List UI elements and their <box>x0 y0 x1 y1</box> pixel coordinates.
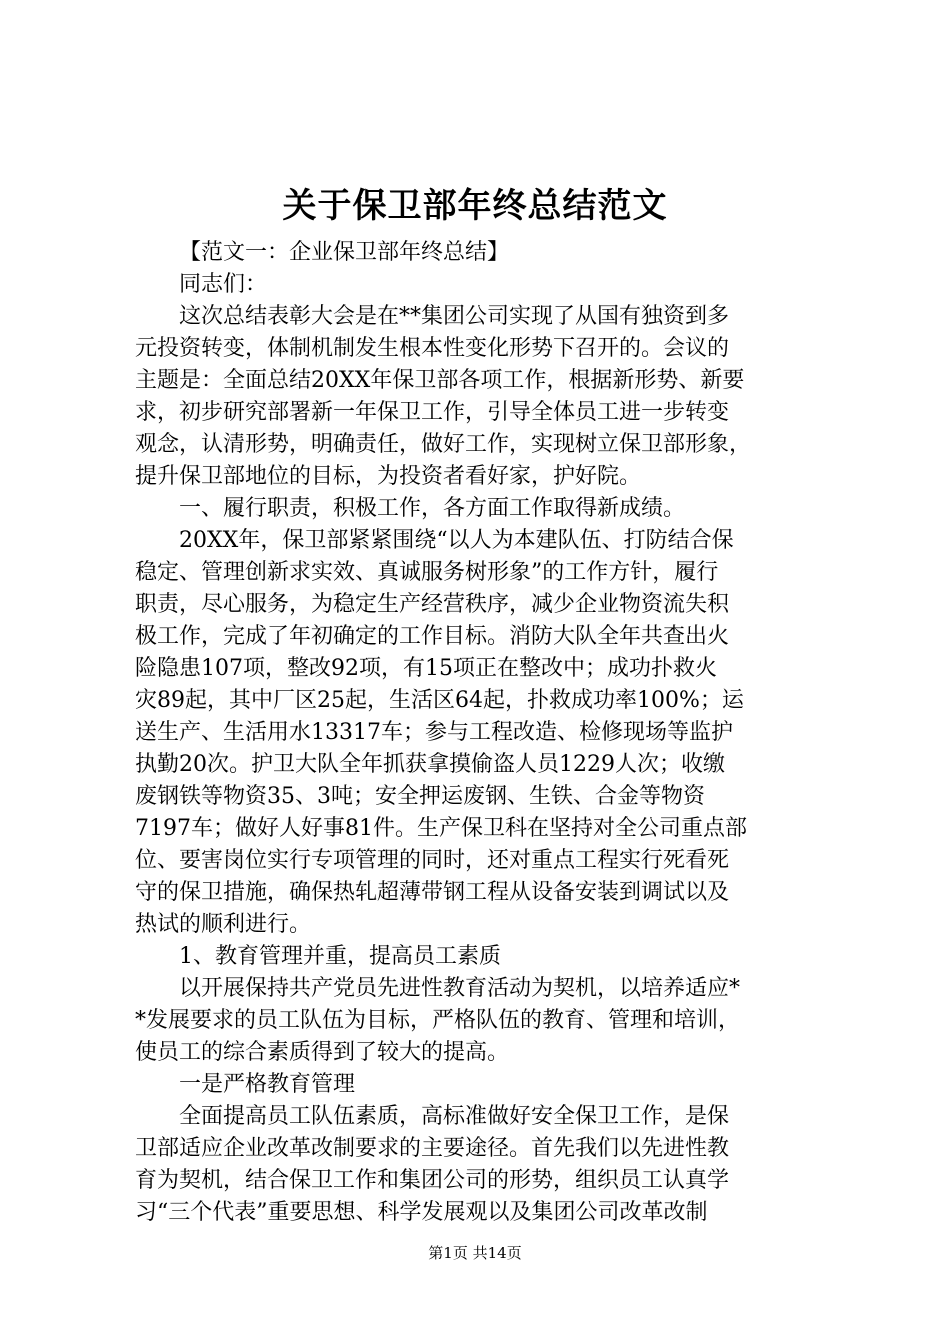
paragraph-line: 这次总结表彰大会是在**集团公司实现了从国有独资到多 <box>179 304 730 329</box>
paragraph-line: 险隐患107项，整改92项，有15项正在整改中；成功扑救火 <box>135 656 717 681</box>
section-heading: 【范文一：企业保卫部年终总结】 <box>179 240 510 265</box>
paragraph-line: 灾89起，其中厂区25起，生活区64起，扑救成功率100%；运 <box>135 688 744 713</box>
subsection-heading: 一、履行职责，积极工作，各方面工作取得新成绩。 <box>179 496 686 521</box>
paragraph-line: 极工作，完成了年初确定的工作目标。消防大队全年共查出火 <box>135 624 730 649</box>
paragraph-line: 热试的顺利进行。 <box>135 912 312 937</box>
paragraph-line: 提升保卫部地位的目标，为投资者看好家，护好院。 <box>135 464 642 489</box>
paragraph-line: *发展要求的员工队伍为目标，严格队伍的教育、管理和培训， <box>135 1008 741 1033</box>
paragraph-line: 位、要害岗位实行专项管理的同时，还对重点工程实行死看死 <box>135 848 730 873</box>
page-footer: 第1页 共14页 <box>428 1244 522 1262</box>
subsection-heading: 1、教育管理并重，提高员工素质 <box>179 944 501 969</box>
paragraph-line: 以开展保持共产党员先进性教育活动为契机，以培养适应* <box>179 976 741 1001</box>
paragraph-line: 使员工的综合素质得到了较大的提高。 <box>135 1040 510 1065</box>
paragraph-line: 执勤20次。护卫大队全年抓获拿摸偷盗人员1229人次；收缴 <box>135 752 725 777</box>
paragraph-line: 卫部适应企业改革改制要求的主要途径。首先我们以先进性教 <box>135 1136 730 1161</box>
document-body <box>135 237 835 1229</box>
paragraph-line: 守的保卫措施，确保热轧超薄带钢工程从设备安装到调试以及 <box>135 880 730 905</box>
subsection-heading: 一是严格教育管理 <box>179 1072 356 1097</box>
paragraph-line: 元投资转变，体制机制发生根本性变化形势下召开的。会议的 <box>135 336 730 361</box>
salutation: 同志们： <box>179 272 268 297</box>
paragraph-line: 习“三个代表”重要思想、科学发展观以及集团公司改革改制 <box>135 1200 708 1225</box>
paragraph-line: 稳定、管理创新求实效、真诚服务树形象”的工作方针，履行 <box>135 560 719 585</box>
paragraph-line: 废钢铁等物资35、3吨；安全押运废钢、生铁、合金等物资 <box>135 784 705 809</box>
paragraph-line: 观念，认清形势，明确责任，做好工作，实现树立保卫部形象， <box>135 432 752 457</box>
paragraph-line: 职责，尽心服务，为稳定生产经营秩序，减少企业物资流失积 <box>135 592 730 617</box>
paragraph-line: 7197车；做好人好事81件。生产保卫科在坚持对全公司重点部 <box>135 816 747 841</box>
paragraph-line: 全面提高员工队伍素质，高标准做好安全保卫工作，是保 <box>179 1104 730 1129</box>
paragraph-line: 主题是：全面总结20XX年保卫部各项工作，根据新形势、新要 <box>135 368 745 393</box>
paragraph-line: 育为契机，结合保卫工作和集团公司的形势，组织员工认真学 <box>135 1168 730 1193</box>
paragraph-line: 20XX年，保卫部紧紧围绕“以人为本建队伍、打防结合保 <box>179 528 734 553</box>
paragraph-line: 送生产、生活用水13317车；参与工程改造、检修现场等监护 <box>135 720 733 745</box>
paragraph-line: 求，初步研究部署新一年保卫工作，引导全体员工进一步转变 <box>135 400 730 425</box>
document-title: 关于保卫部年终总结范文 <box>282 186 668 226</box>
